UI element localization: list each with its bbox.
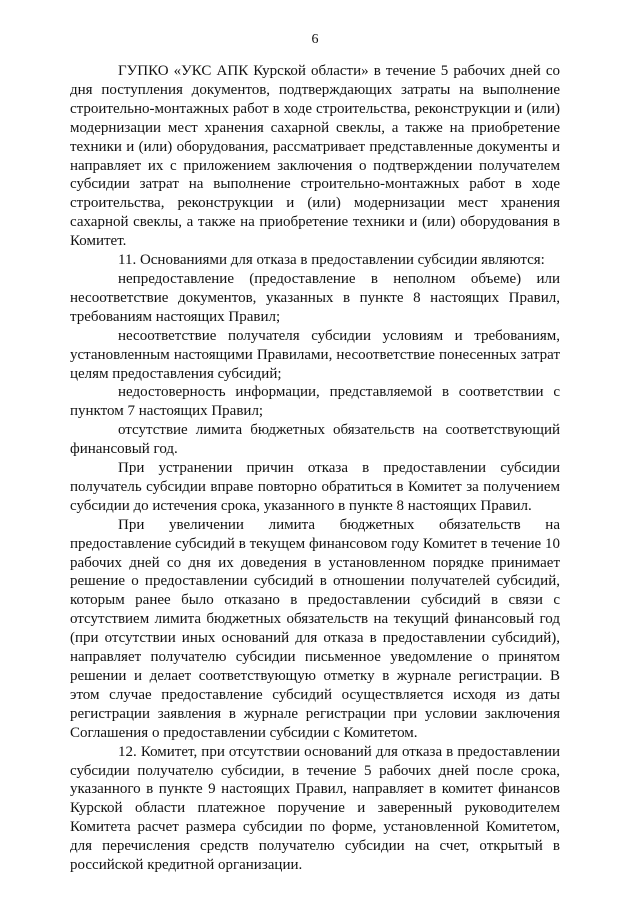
page-number: 6 xyxy=(311,32,319,47)
paragraph-refusal-grounds-heading: 11. Основаниями для отказа в предоставлении субсидии являются: xyxy=(118,252,545,269)
paragraph-reapplication: При устранении причин отказа в предоставлении субсидии получатель субсидии вправе повторно обратиться в Комитет за получением субсидии до истечения срока, указанного в пункте 8 настоящих Правил. xyxy=(70,460,560,514)
paragraph-payment-order: 12. Комитет, при отсутствии оснований для отказа в предоставлении субсидии получателю субсидии, в течение 5 рабочих дней после срока, указанного в пункте 9 настоящих Правил, направляет в комитет финансов Курской области платежное поручение и заверенный руководителем Комитета расчет размера субсидии по форме, установленной Комитетом, для перечисления средств получателю субсидии на счет, открытый в российской кредитной организации. xyxy=(70,743,560,874)
paragraph-gupko-review: ГУПКО «УКС АПК Курской области» в течение 5 рабочих дней со дня поступления документов, подтверждающих затраты на выполнение строительно-монтажных работ в ходе строительства, реконструкции и (или) модернизации мест хранения сахарной свеклы, а также на приобретение техники и (или) оборудования, рассматривает представленные документы и направляет их с приложением заключения о подтверждении получателем субсидии затрат на выполнение строительно-монтажных работ в ходе строительства, реконструкции и (или) модернизации мест хранения сахарной свеклы, а также на приобретение техники и (или) оборудования в Комитет. xyxy=(70,63,560,250)
paragraph-refusal-ground-requirements: несоответствие получателя субсидии условиям и требованиям, установленным настоящими Правилами, несоответствие понесенных затрат целям предоставления субсидий; xyxy=(70,327,560,382)
paragraph-refusal-ground-information: недостоверность информации, представляемой в соответствии с пунктом 7 настоящих Правил; xyxy=(70,384,560,420)
paragraph-limit-increase: При увеличении лимита бюджетных обязательств на предоставление субсидий в текущем финансовом году Комитет в течение 10 рабочих дней со дня их доведения в установленном порядке принимает решение о предоставлении субсидий в отношении получателей субсидий, которым ранее было отказано в предоставлении субсидий в связи с отсутствием лимита бюджетных обязательств на текущий финансовый год (при отсутствии иных оснований для отказа в предоставлении субсидий), направляет получателю субсидии письменное уведомление о принятом решении и делает соответствующую отметку в журнале регистрации. В этом случае предоставление субсидий осуществляется исходя из даты регистрации заявления в журнале регистрации при условии заключения Соглашения о предоставлении субсидии с Комитетом. xyxy=(70,516,560,741)
paragraph-refusal-ground-limit: отсутствие лимита бюджетных обязательств на соответствующий финансовый год. xyxy=(70,422,560,458)
paragraph-refusal-ground-documents: непредоставление (предоставление в неполном объеме) или несоответствие документов, указанных в пункте 8 настоящих Правил, требованиям настоящих Правил; xyxy=(70,270,560,325)
